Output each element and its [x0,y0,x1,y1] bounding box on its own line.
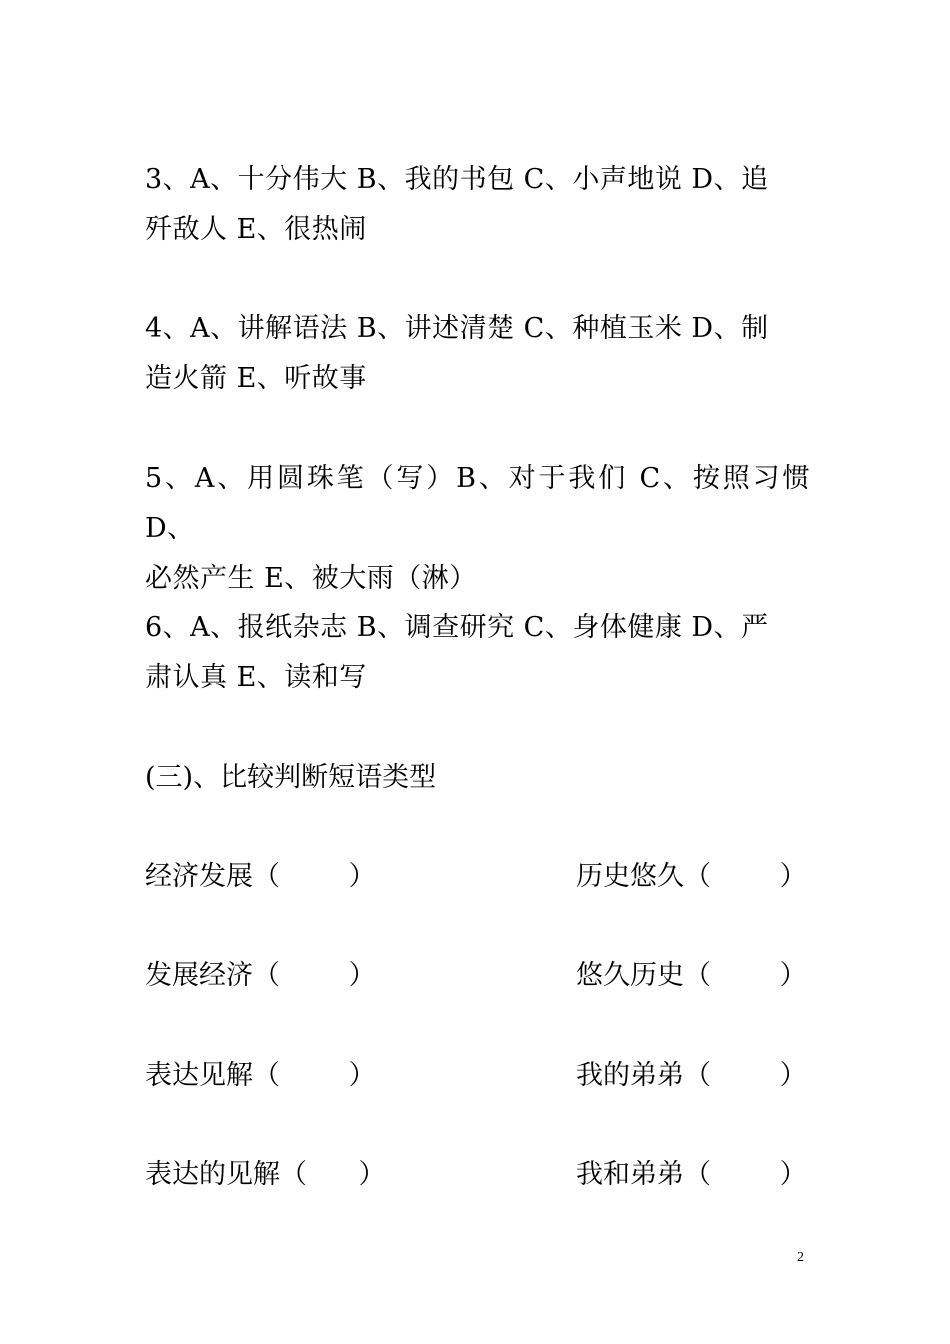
phrase-left: 表达见解（ ） [145,1060,376,1091]
question-4 [145,304,810,404]
phrase-right: 我和弟弟（ ） [576,1159,807,1190]
phrase-pair-row [145,956,810,996]
phrase-pair-row [145,1155,810,1195]
section-heading: (三)、比较判断短语类型 [145,762,437,793]
phrase-left: 发展经济（ ） [145,960,376,991]
question-line: 5、A、用圆珠笔（写）B、对于我们 C、按照习惯 D、 [145,463,810,544]
question-line: 4、A、讲解语法 B、讲述清楚 C、种植玉米 D、制 [145,313,769,344]
question-6 [145,603,810,703]
phrase-left: 表达的见解（ ） [145,1159,386,1190]
question-line: 6、A、报纸杂志 B、调查研究 C、身体健康 D、严 [145,612,769,643]
question-line: 必然产生 E、被大雨（淋） [145,563,477,594]
phrase-pair-row [145,857,810,897]
page-number: 2 [797,1250,804,1265]
question-line: 歼敌人 E、很热闹 [145,214,367,245]
question-5 [145,454,810,604]
question-line: 造火箭 E、听故事 [145,363,367,394]
phrase-left: 经济发展（ ） [145,861,376,892]
phrase-right: 我的弟弟（ ） [576,1060,807,1091]
phrase-pair-row [145,1056,810,1096]
question-line: 肃认真 E、读和写 [145,662,367,693]
phrase-right: 历史悠久（ ） [576,861,807,892]
question-line: 3、A、十分伟大 B、我的书包 C、小声地说 D、追 [145,164,769,195]
question-3 [145,155,810,255]
phrase-right: 悠久历史（ ） [576,960,807,991]
